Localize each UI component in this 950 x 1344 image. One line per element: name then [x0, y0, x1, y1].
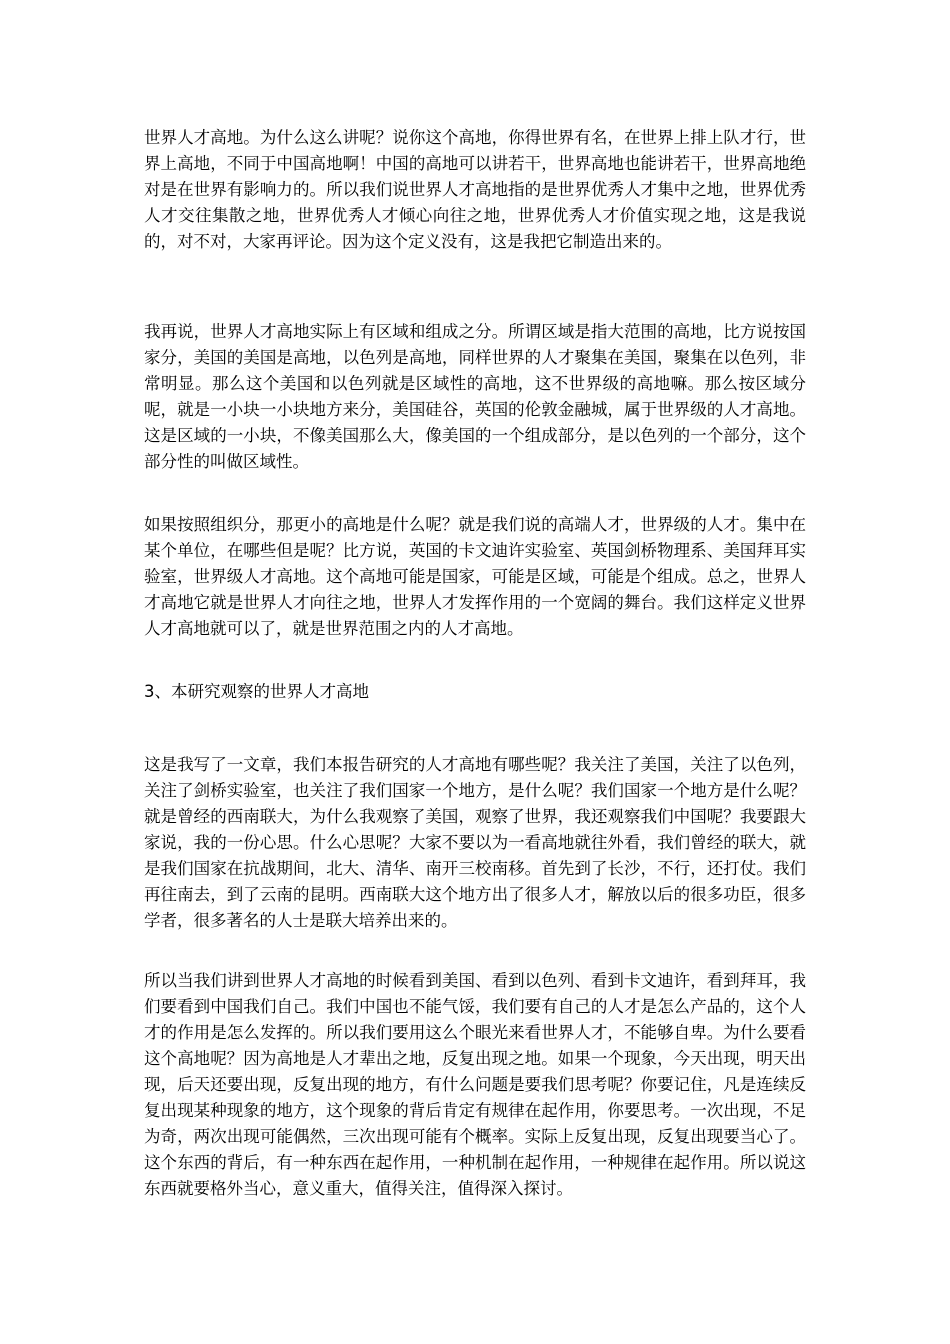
paragraph-significance: 所以当我们讲到世界人才高地的时候看到美国、看到以色列、看到卡文迪许，看到拜耳，我们要看到中国我们自己。我们中国也不能气馁，我们要有自己的人才是怎么产品的，这个人才的作用是怎么发挥的。所以我们要用这么个眼光来看世界人才，不能够自卑。为什么要看这个高地呢？因为高地是人才辈出之地，反复出现之地。如果一个现象，今天出现，明天出现，后天还要出现，反复出现的地方，有什么问题是要我们思考呢？你要记住，凡是连续反复出现某种现象的地方，这个现象的背后肯定有规律在起作用，你要思考。一次出现，不足为奇，两次出现可能偶然，三次出现可能有个概率。实际上反复出现，反复出现要当心了。这个东西的背后，有一种东西在起作用，一种机制在起作用，一种规律在起作用。所以说这东西就要格外当心，意义重大，值得关注，值得深入探讨。: [144, 971, 806, 1198]
paragraph-research-focus: 这是我写了一文章，我们本报告研究的人才高地有哪些呢？我关注了美国，关注了以色列，关注了剑桥实验室，也关注了我们国家一个地方，是什么呢？我们国家一个地方是什么呢？就是曾经的西南联大，为什么我观察了美国，观察了世界，我还观察我们中国呢？我要跟大家说，我的一份心思。什么心思呢？大家不要以为一看高地就往外看，我们曾经的联大，就是我们国家在抗战期间，北大、清华、南开三校南移。首先到了长沙，不行，还打仗。我们再往南去，到了云南的昆明。西南联大这个地方出了很多人才，解放以后的很多功臣，很多学者，很多著名的人士是联大培养出来的。: [144, 755, 806, 930]
paragraph-regional-highlands: 我再说，世界人才高地实际上有区域和组成之分。所谓区域是指大范围的高地，比方说按国家分，美国的美国是高地，以色列是高地，同样世界的人才聚集在美国，聚集在以色列，非常明显。那么这个美国和以色列就是区域性的高地，这不世界级的高地嘛。那么按区域分呢，就是一小块一小块地方来分，美国硅谷，英国的伦敦金融城，属于世界级的人才高地。这是区域的一小块，不像美国那么大，像美国的一个组成部分，是以色列的一个部分，这个部分性的叫做区域性。: [144, 322, 806, 471]
paragraph-organizational-highlands: 如果按照组织分，那更小的高地是什么呢？就是我们说的高端人才，世界级的人才。集中在某个单位，在哪些但是呢？比方说，英国的卡文迪许实验室、英国剑桥物理系、美国拜耳实验室，世界级人才高地。这个高地可能是国家，可能是区域，可能是个组成。总之，世界人才高地它就是世界人才向往之地，世界人才发挥作用的一个宽阔的舞台。我们这样定义世界人才高地就可以了，就是世界范围之内的人才高地。: [144, 515, 806, 638]
section-heading-3: 3、本研究观察的世界人才高地: [144, 682, 369, 701]
paragraph-world-talent-highland-definition: 世界人才高地。为什么这么讲呢？说你这个高地，你得世界有名，在世界上排上队才行，世界上高地，不同于中国高地啊！中国的高地可以讲若干，世界高地也能讲若干，世界高地绝对是在世界有影响力的。所以我们说世界人才高地指的是世界优秀人才集中之地，世界优秀人才交往集散之地，世界优秀人才倾心向往之地，世界优秀人才价值实现之地，这是我说的，对不对，大家再评论。因为这个定义没有，这是我把它制造出来的。: [144, 128, 806, 251]
